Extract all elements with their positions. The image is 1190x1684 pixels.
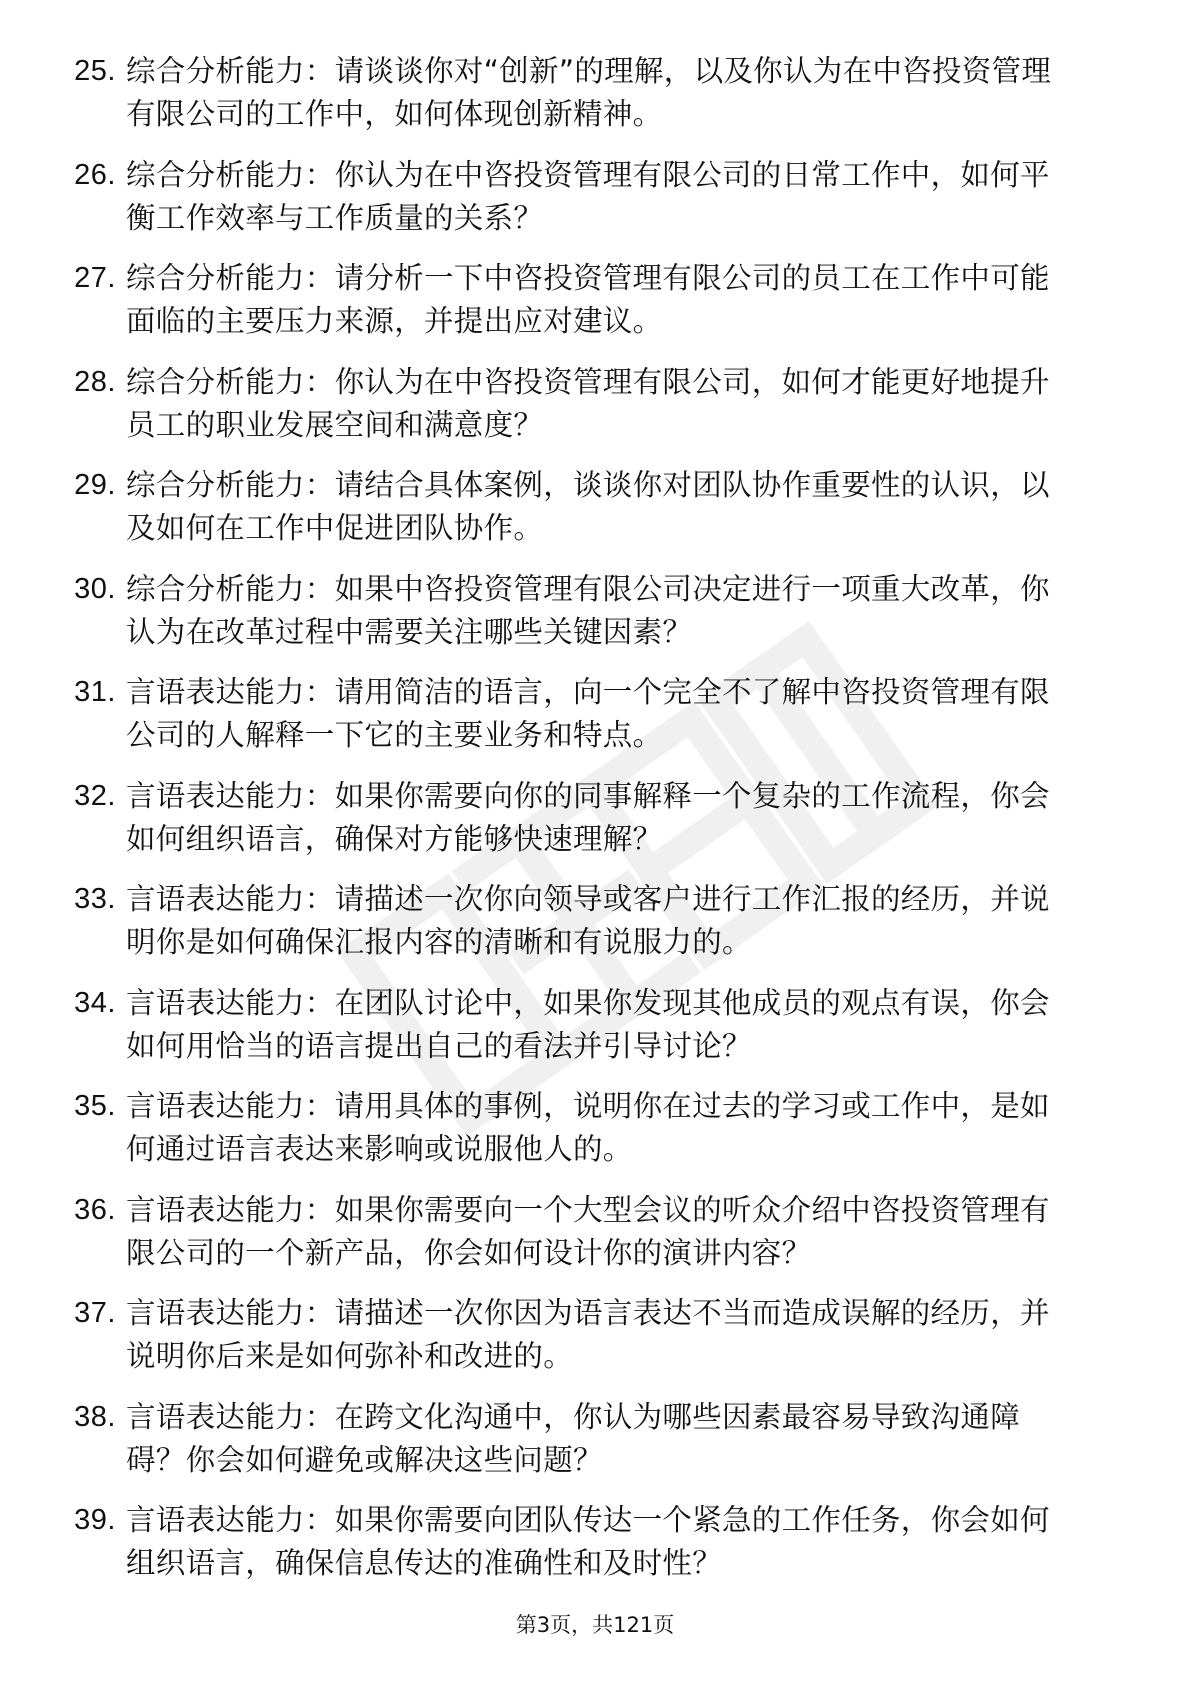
list-item <box>56 361 1106 447</box>
question-text: 言语表达能力：请用具体的事例，说明你在过去的学习或工作中，是如何通过语言表达来影响或说服他人的。 <box>126 1089 1050 1166</box>
question-list <box>56 50 1106 1603</box>
question-text: 综合分析能力：请分析一下中咨投资管理有限公司的员工在工作中可能面临的主要压力来源，并提出应对建议。 <box>126 261 1050 338</box>
question-text: 综合分析能力：请结合具体案例，谈谈你对团队协作重要性的认识，以及如何在工作中促进团队协作。 <box>126 468 1050 545</box>
list-item <box>56 982 1106 1068</box>
question-number: 26. <box>74 158 116 191</box>
question-text: 言语表达能力：如果你需要向一个大型会议的听众介绍中咨投资管理有限公司的一个新产品，你会如何设计你的演讲内容？ <box>126 1192 1050 1270</box>
list-item <box>56 464 1106 550</box>
list-item <box>56 1499 1106 1585</box>
question-number: 38. <box>74 1400 116 1433</box>
question-number: 35. <box>74 1090 116 1122</box>
question-text: 言语表达能力：请用简洁的语言，向一个完全不了解中咨投资管理有限公司的人解释一下它的主要业务和特点。 <box>126 675 1050 752</box>
list-item <box>56 1396 1106 1482</box>
question-text: 综合分析能力：请谈谈你对“创新”的理解，以及你认为在中咨投资管理有限公司的工作中，如何体现创新精神。 <box>126 54 1052 131</box>
list-item <box>56 257 1106 343</box>
list-item <box>56 1189 1106 1275</box>
question-text: 言语表达能力：在团队讨论中，如果你发现其他成员的观点有误，你会如何用恰当的语言提出自己的看法并引导讨论？ <box>126 985 1050 1063</box>
question-text: 综合分析能力：如果中咨投资管理有限公司决定进行一项重大改革，你认为在改革过程中需要关注哪些关键因素？ <box>126 571 1050 649</box>
list-item <box>56 568 1106 654</box>
question-number: 32. <box>74 779 116 812</box>
question-number: 36. <box>74 1193 116 1226</box>
question-number: 27. <box>74 262 116 294</box>
list-item <box>56 878 1106 964</box>
question-text: 综合分析能力：你认为在中咨投资管理有限公司的日常工作中，如何平衡工作效率与工作质量的关系？ <box>126 157 1050 235</box>
question-number: 33. <box>74 883 116 915</box>
question-text: 言语表达能力：如果你需要向你的同事解释一个复杂的工作流程，你会如何组织语言，确保对方能够快速理解？ <box>126 778 1050 856</box>
question-text: 言语表达能力：在跨文化沟通中，你认为哪些因素最容易导致沟通障碍？你会如何避免或解决这些问题？ <box>126 1399 1021 1477</box>
question-text: 综合分析能力：你认为在中咨投资管理有限公司，如何才能更好地提升员工的职业发展空间和满意度？ <box>126 364 1050 442</box>
page-footer: 第3页，共121页 <box>515 1613 675 1637</box>
question-number: 31. <box>74 676 116 708</box>
list-item <box>56 671 1106 757</box>
question-number: 28. <box>74 365 116 398</box>
question-text: 言语表达能力：请描述一次你因为语言表达不当而造成误解的经历，并说明你后来是如何弥补和改进的。 <box>126 1296 1050 1373</box>
question-number: 34. <box>74 986 116 1019</box>
list-item <box>56 154 1106 240</box>
question-number: 30. <box>74 572 116 605</box>
list-item <box>56 1292 1106 1378</box>
list-item <box>56 1085 1106 1171</box>
question-text: 言语表达能力：请描述一次你向领导或客户进行工作汇报的经历，并说明你是如何确保汇报内容的清晰和有说服力的。 <box>126 882 1050 959</box>
question-number: 39. <box>74 1504 116 1536</box>
question-number: 29. <box>74 469 116 501</box>
list-item <box>56 50 1106 136</box>
question-number: 37. <box>74 1297 116 1329</box>
question-number: 25. <box>74 55 116 87</box>
list-item <box>56 775 1106 861</box>
question-text: 言语表达能力：如果你需要向团队传达一个紧急的工作任务，你会如何组织语言，确保信息传达的准确性和及时性？ <box>126 1503 1050 1580</box>
